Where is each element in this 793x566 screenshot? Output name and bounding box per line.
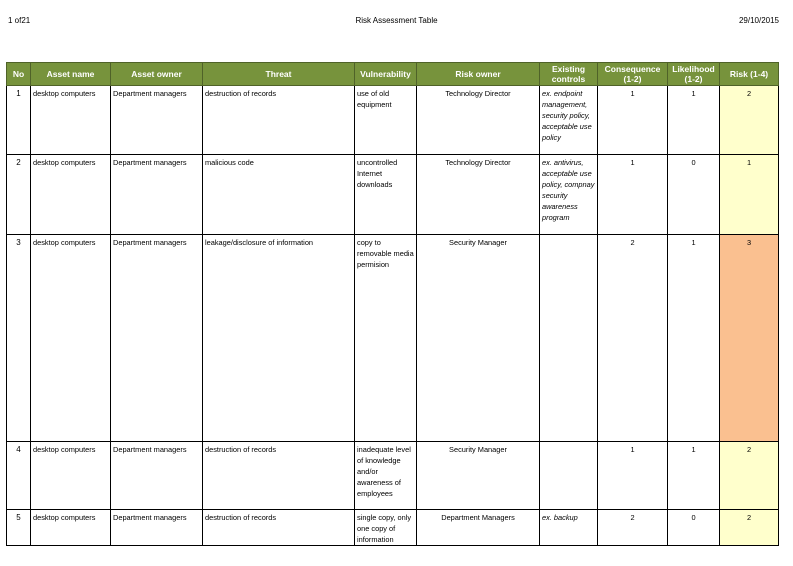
cell-consequence: 2 — [598, 235, 668, 442]
risk-assessment-table — [6, 62, 779, 546]
cell-no: 4 — [7, 442, 31, 510]
cell-vulnerability: single copy, only one copy of information — [355, 510, 417, 546]
table-header-row — [7, 63, 779, 86]
document-title: Risk Assessment Table — [355, 16, 438, 25]
cell-risk-owner: Security Manager — [417, 442, 540, 510]
cell-threat: destruction of records — [203, 86, 355, 155]
cell-vulnerability: uncontrolled Internet downloads — [355, 155, 417, 235]
cell-asset-owner: Department managers — [111, 155, 203, 235]
cell-consequence: 2 — [598, 510, 668, 546]
cell-existing-controls: ex. endpoint management, security policy, acceptable use policy — [540, 86, 598, 155]
cell-asset-owner: Department managers — [111, 235, 203, 442]
cell-consequence: 1 — [598, 442, 668, 510]
cell-likelihood: 0 — [668, 510, 720, 546]
cell-threat: leakage/disclosure of information — [203, 235, 355, 442]
cell-vulnerability: copy to removable media permision — [355, 235, 417, 442]
col-header-asset-owner: Asset owner — [111, 63, 203, 86]
cell-risk-owner: Department Managers — [417, 510, 540, 546]
table-row — [7, 155, 779, 235]
cell-asset-name: desktop computers — [31, 510, 111, 546]
col-header-likelihood: Likelihood (1-2) — [668, 63, 720, 86]
cell-likelihood: 1 — [668, 442, 720, 510]
col-header-existing-controls: Existing controls — [540, 63, 598, 86]
cell-vulnerability: use of old equipment — [355, 86, 417, 155]
cell-asset-owner: Department managers — [111, 442, 203, 510]
cell-risk: 3 — [720, 235, 779, 442]
cell-risk-owner: Security Manager — [417, 235, 540, 442]
cell-consequence: 1 — [598, 86, 668, 155]
cell-consequence: 1 — [598, 155, 668, 235]
cell-asset-owner: Department managers — [111, 86, 203, 155]
cell-risk: 2 — [720, 442, 779, 510]
cell-existing-controls — [540, 235, 598, 442]
cell-threat: destruction of records — [203, 442, 355, 510]
cell-no: 5 — [7, 510, 31, 546]
cell-risk-owner: Technology Director — [417, 155, 540, 235]
cell-existing-controls: ex. antivirus, acceptable use policy, compnay security awareness program — [540, 155, 598, 235]
cell-risk-owner: Technology Director — [417, 86, 540, 155]
cell-likelihood: 1 — [668, 86, 720, 155]
col-header-threat: Threat — [203, 63, 355, 86]
col-header-vulnerability: Vulnerability — [355, 63, 417, 86]
cell-risk: 1 — [720, 155, 779, 235]
table-row — [7, 442, 779, 510]
table-row — [7, 510, 779, 546]
col-header-risk-owner: Risk owner — [417, 63, 540, 86]
cell-asset-owner: Department managers — [111, 510, 203, 546]
cell-likelihood: 0 — [668, 155, 720, 235]
cell-asset-name: desktop computers — [31, 235, 111, 442]
page-indicator: 1 of21 — [8, 16, 31, 25]
cell-existing-controls — [540, 442, 598, 510]
cell-risk: 2 — [720, 86, 779, 155]
cell-asset-name: desktop computers — [31, 442, 111, 510]
cell-no: 2 — [7, 155, 31, 235]
cell-asset-name: desktop computers — [31, 86, 111, 155]
cell-threat: destruction of records — [203, 510, 355, 546]
cell-existing-controls: ex. backup — [540, 510, 598, 546]
table-row — [7, 86, 779, 155]
col-header-asset-name: Asset name — [31, 63, 111, 86]
cell-risk: 2 — [720, 510, 779, 546]
cell-likelihood: 1 — [668, 235, 720, 442]
document-date: 29/10/2015 — [738, 16, 779, 25]
cell-threat: malicious code — [203, 155, 355, 235]
cell-no: 1 — [7, 86, 31, 155]
table-row — [7, 235, 779, 442]
cell-asset-name: desktop computers — [31, 155, 111, 235]
col-header-risk: Risk (1-4) — [720, 63, 779, 86]
cell-vulnerability: inadequate level of knowledge and/or awareness of employees — [355, 442, 417, 510]
col-header-no: No — [7, 63, 31, 86]
col-header-consequence: Consequence (1-2) — [598, 63, 668, 86]
cell-no: 3 — [7, 235, 31, 442]
